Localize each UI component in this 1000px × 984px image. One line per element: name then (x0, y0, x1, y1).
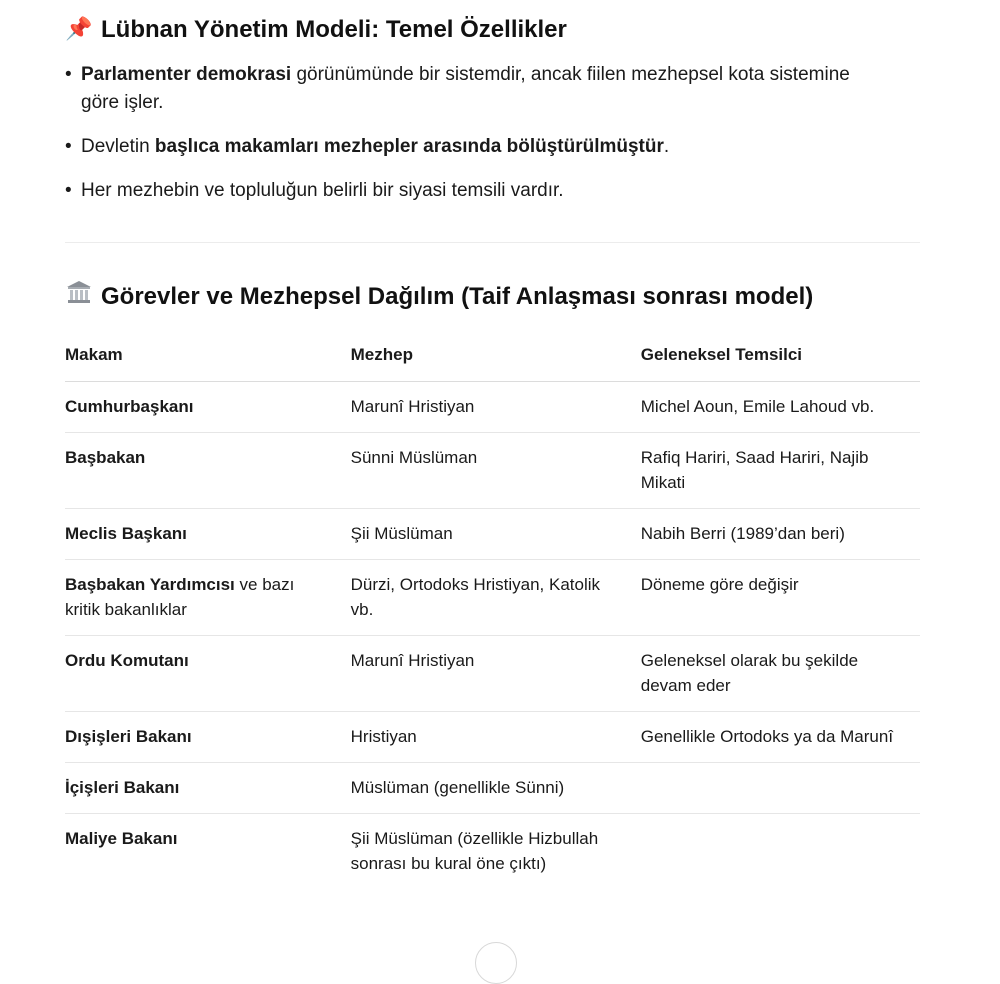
bullet-bold-text: Parlamenter demokrasi (81, 64, 292, 85)
role-name: Ordu Komutanı (65, 651, 189, 670)
cell-role (65, 509, 351, 560)
cell-sect: Hristiyan (351, 712, 641, 763)
features-list (65, 61, 865, 221)
cell-representative (641, 763, 920, 814)
cell-representative: Rafiq Hariri, Saad Hariri, Najib Mikati (641, 433, 920, 509)
bullet-dot: • (65, 64, 72, 85)
cell-sect: Marunî Hristiyan (351, 382, 641, 433)
cell-representative: Geleneksel olarak bu şekilde devam eder (641, 636, 920, 712)
cell-role (65, 814, 351, 890)
cell-sect: Dürzi, Ortodoks Hristiyan, Katolik vb. (351, 560, 641, 636)
cell-role (65, 382, 351, 433)
role-name: İçişleri Bakanı (65, 778, 180, 797)
cell-role (65, 763, 351, 814)
cell-role (65, 636, 351, 712)
table-row (65, 712, 920, 763)
table-row (65, 763, 920, 814)
role-name: Başbakan (65, 448, 146, 467)
cell-representative: Michel Aoun, Emile Lahoud vb. (641, 382, 920, 433)
column-header-sect: Mezhep (351, 332, 641, 382)
section-heading-features (65, 14, 567, 46)
table-row (65, 636, 920, 712)
role-name: Dışişleri Bakanı (65, 727, 192, 746)
cell-sect: Şii Müslüman (özellikle Hizbullah sonrası bu kural öne çıktı) (350, 829, 599, 873)
role-extra: ve bazı kritik bakanlıklar (65, 575, 295, 619)
scroll-down-button[interactable] (475, 942, 517, 984)
role-name: Başbakan Yardımcısı (65, 575, 235, 594)
bullet-text: Her mezhebin ve topluluğun belirli bir siyasi temsili vardır. (81, 180, 564, 201)
section-heading-roles (65, 279, 813, 315)
bullet-dot: • (65, 180, 72, 201)
role-name: Cumhurbaşkanı (65, 397, 194, 416)
cell-representative: Genellikle Ortodoks ya da Marunî (641, 712, 920, 763)
cell-role (65, 560, 351, 636)
cell-role (65, 433, 351, 509)
cell-sect: Sünni Müslüman (351, 433, 641, 509)
list-item (65, 61, 865, 117)
role-name: Maliye Bakanı (65, 829, 178, 848)
column-header-role: Makam (65, 332, 351, 382)
cell-role (65, 712, 351, 763)
cell-sect: Marunî Hristiyan (351, 636, 641, 712)
table-row (65, 433, 920, 509)
table-row (65, 509, 920, 560)
cell-representative (641, 814, 920, 890)
section-title: Lübnan Yönetim Modeli: Temel Özellikler (101, 16, 567, 43)
bullet-text: Devletin (81, 136, 155, 157)
table-row (65, 560, 920, 636)
cell-sect: Şii Müslüman (351, 509, 641, 560)
role-name: Meclis Başkanı (65, 524, 187, 543)
section-title: Görevler ve Mezhepsel Dağılım (Taif Anlaşması sonrası model) (101, 283, 814, 310)
list-item (65, 133, 865, 161)
bullet-text: . (663, 136, 670, 157)
table-header-row (65, 332, 920, 382)
bullet-bold-text: başlıca makamları mezhepler arasında bölüştürülmüştür (154, 136, 664, 157)
roles-table (65, 332, 920, 889)
bullet-dot: • (65, 136, 72, 157)
cell-representative: Döneme göre değişir (641, 560, 920, 636)
cell-representative: Nabih Berri (1989’dan beri) (641, 509, 920, 560)
list-item (65, 177, 865, 205)
classical-building-icon (65, 279, 93, 315)
pushpin-icon: 📌 (65, 17, 93, 42)
table-row (65, 382, 920, 433)
column-header-representative: Geleneksel Temsilci (641, 332, 920, 382)
table-row (65, 814, 920, 890)
cell-sect: Müslüman (genellikle Sünni) (351, 763, 641, 814)
bullet-text: görünümünde bir sistemdir, ancak fiilen mezhepsel kota sistemine göre işler. (81, 64, 850, 113)
section-divider (65, 242, 920, 243)
